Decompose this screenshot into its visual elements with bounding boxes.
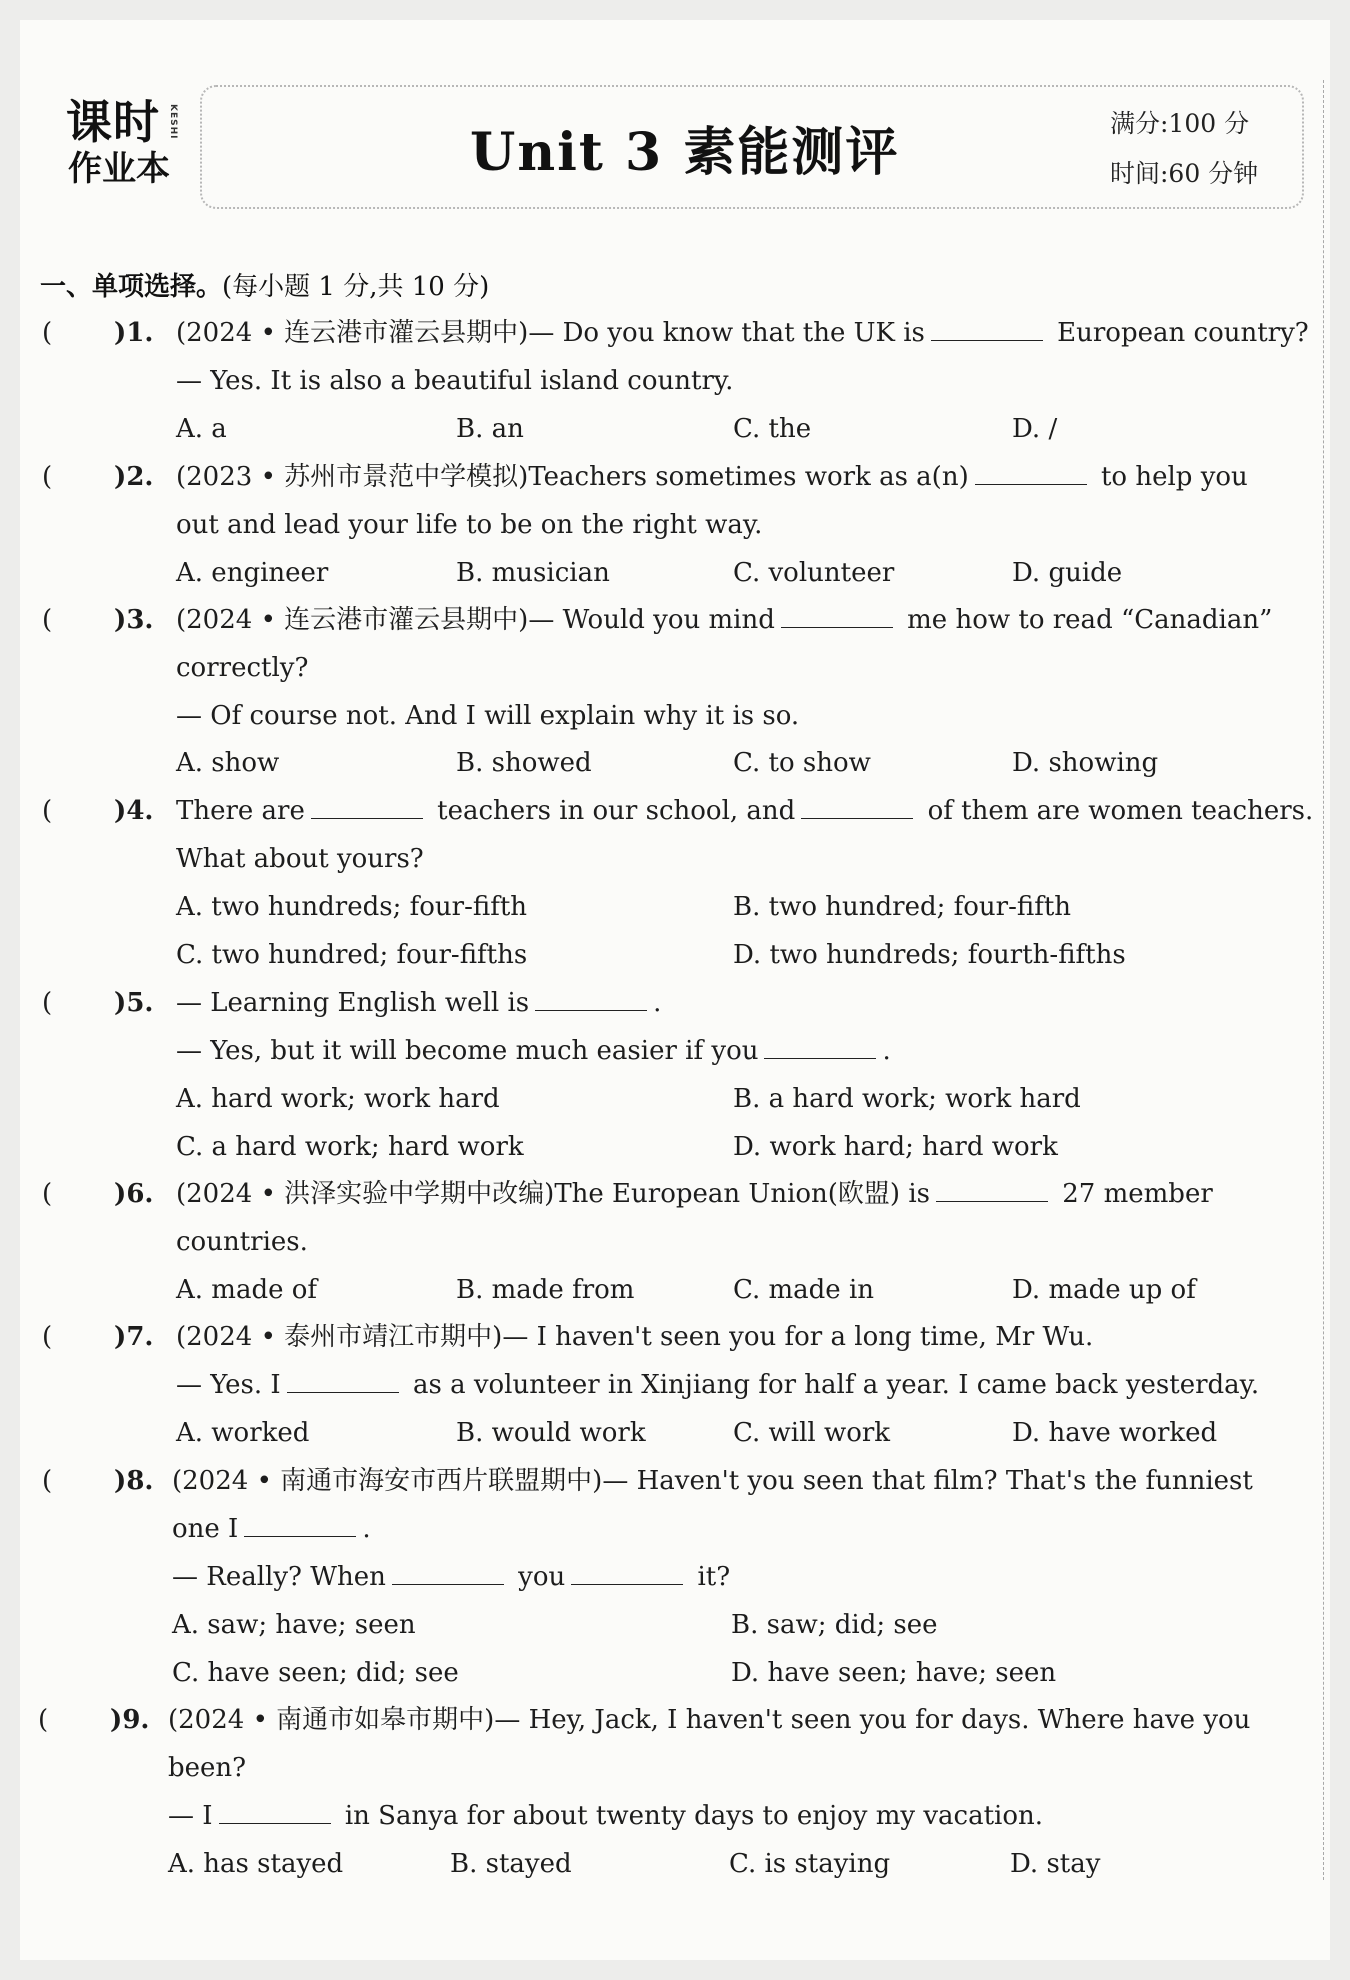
- logo-tiny-text: KESHI: [168, 104, 178, 140]
- question-1-option-b[interactable]: B. an: [456, 414, 524, 444]
- answer-paren-4[interactable]: (: [42, 796, 53, 826]
- section-heading: [40, 266, 489, 303]
- answer-paren-3[interactable]: (: [42, 605, 53, 635]
- question-9-line-1: (2024 • 南通市如皋市期中)— Hey, Jack, I haven't seen you for days. Where have you: [168, 1705, 1251, 1735]
- answer-paren-5[interactable]: (: [42, 988, 53, 1018]
- blank[interactable]: [975, 462, 1087, 485]
- page-title: Unit 3 素能测评: [470, 122, 900, 183]
- question-5-line-1: — Learning English well is .: [176, 988, 662, 1018]
- question-2-line-1: (2023 • 苏州市景范中学模拟)Teachers sometimes work as a(n) to help you: [176, 462, 1248, 492]
- logo-line1: 课时: [66, 95, 160, 149]
- question-8-line-1: (2024 • 南通市海安市西片联盟期中)— Haven't you seen that film? That's the funniest: [172, 1466, 1253, 1496]
- question-8-option-a[interactable]: A. saw; have; seen: [172, 1610, 416, 1640]
- question-number-9: )9.: [110, 1705, 150, 1735]
- question-number-3: )3.: [114, 605, 154, 635]
- time-limit: 时间:60 分钟: [1110, 159, 1259, 188]
- blank[interactable]: [392, 1562, 504, 1585]
- question-number-5: )5.: [114, 988, 154, 1018]
- blank[interactable]: [781, 605, 893, 628]
- question-9-option-d[interactable]: D. stay: [1010, 1849, 1101, 1879]
- question-3-option-c[interactable]: C. to show: [733, 748, 871, 778]
- section-note: (每小题 1 分,共 10 分): [222, 272, 490, 302]
- question-3-option-b[interactable]: B. showed: [456, 748, 592, 778]
- question-number-6: )6.: [114, 1179, 154, 1209]
- question-2-option-b[interactable]: B. musician: [456, 558, 610, 588]
- question-number-7: )7.: [114, 1322, 154, 1352]
- question-5-option-d[interactable]: D. work hard; hard work: [733, 1132, 1058, 1162]
- page-edge-dashed-line: [1323, 80, 1324, 1880]
- question-4-line-2: What about yours?: [176, 844, 424, 874]
- question-4-option-a[interactable]: A. two hundreds; four-fifth: [176, 892, 528, 922]
- question-9-option-b[interactable]: B. stayed: [450, 1849, 572, 1879]
- question-5-line-2: — Yes, but it will become much easier if you .: [176, 1036, 891, 1066]
- question-6-option-a[interactable]: A. made of: [176, 1275, 318, 1305]
- blank[interactable]: [764, 1036, 876, 1059]
- answer-paren-2[interactable]: (: [42, 462, 53, 492]
- question-6-option-d[interactable]: D. made up of: [1012, 1275, 1196, 1305]
- question-4-line-1: There are teachers in our school, and of them are women teachers.: [176, 796, 1314, 826]
- question-1-line-2: — Yes. It is also a beautiful island country.: [176, 366, 734, 396]
- question-7-option-c[interactable]: C. will work: [733, 1418, 891, 1448]
- question-7-option-a[interactable]: A. worked: [176, 1418, 310, 1448]
- blank[interactable]: [311, 796, 423, 819]
- question-2-option-d[interactable]: D. guide: [1012, 558, 1123, 588]
- answer-paren-6[interactable]: (: [42, 1179, 53, 1209]
- question-6-line-1: (2024 • 洪泽实验中学期中改编)The European Union(欧盟) is 27 member: [176, 1179, 1213, 1209]
- question-2-option-c[interactable]: C. volunteer: [733, 558, 895, 588]
- blank[interactable]: [244, 1514, 356, 1537]
- brand-logo: [66, 95, 182, 198]
- question-1-line-1: (2024 • 连云港市灌云县期中)— Do you know that the UK is European country?: [176, 318, 1309, 348]
- logo-line2: 作业本: [68, 149, 170, 189]
- question-8-option-c[interactable]: C. have seen; did; see: [172, 1658, 459, 1688]
- question-3-line-1: (2024 • 连云港市灌云县期中)— Would you mind me how to read “Canadian”: [176, 605, 1273, 635]
- question-number-4: )4.: [114, 796, 154, 826]
- answer-paren-7[interactable]: (: [42, 1322, 53, 1352]
- question-number-1: )1.: [114, 318, 154, 348]
- answer-paren-1[interactable]: (: [42, 318, 53, 348]
- blank[interactable]: [535, 988, 647, 1011]
- blank[interactable]: [801, 796, 913, 819]
- question-6-option-c[interactable]: C. made in: [733, 1275, 875, 1305]
- question-8-option-b[interactable]: B. saw; did; see: [731, 1610, 938, 1640]
- question-9-option-c[interactable]: C. is staying: [729, 1849, 891, 1879]
- question-5-option-b[interactable]: B. a hard work; work hard: [733, 1084, 1081, 1114]
- question-3-option-d[interactable]: D. showing: [1012, 748, 1159, 778]
- question-2-line-2: out and lead your life to be on the right way.: [176, 510, 763, 540]
- question-9-line-2: been?: [168, 1753, 247, 1783]
- question-3-option-a[interactable]: A. show: [176, 748, 280, 778]
- question-5-option-c[interactable]: C. a hard work; hard work: [176, 1132, 524, 1162]
- question-7-line-1: (2024 • 泰州市靖江市期中)— I haven't seen you for a long time, Mr Wu.: [176, 1322, 1094, 1352]
- answer-paren-8[interactable]: (: [42, 1466, 53, 1496]
- blank[interactable]: [936, 1179, 1048, 1202]
- question-5-option-a[interactable]: A. hard work; work hard: [176, 1084, 500, 1114]
- question-2-option-a[interactable]: A. engineer: [176, 558, 329, 588]
- question-9-option-a[interactable]: A. has stayed: [168, 1849, 344, 1879]
- question-9-line-3: — I in Sanya for about twenty days to enjoy my vacation.: [168, 1801, 1044, 1831]
- question-8-line-3: — Really? When you it?: [172, 1562, 731, 1592]
- blank[interactable]: [931, 318, 1043, 341]
- question-1-option-a[interactable]: A. a: [176, 414, 227, 444]
- blank[interactable]: [571, 1562, 683, 1585]
- section-title: 一、单项选择。: [40, 272, 223, 302]
- question-4-option-c[interactable]: C. two hundred; four-fifths: [176, 940, 528, 970]
- question-1-option-c[interactable]: C. the: [733, 414, 812, 444]
- answer-paren-9[interactable]: (: [38, 1705, 49, 1735]
- question-7-option-d[interactable]: D. have worked: [1012, 1418, 1218, 1448]
- question-4-option-d[interactable]: D. two hundreds; fourth-fifths: [733, 940, 1126, 970]
- question-6-option-b[interactable]: B. made from: [456, 1275, 635, 1305]
- question-4-option-b[interactable]: B. two hundred; four-fifth: [733, 892, 1072, 922]
- question-6-line-2: countries.: [176, 1227, 308, 1257]
- question-number-8: )8.: [114, 1466, 154, 1496]
- blank[interactable]: [287, 1370, 399, 1393]
- full-score: 满分:100 分: [1110, 109, 1250, 138]
- question-1-option-d[interactable]: D. /: [1012, 414, 1058, 444]
- question-3-line-2: correctly?: [176, 653, 309, 683]
- question-7-line-2: — Yes. I as a volunteer in Xinjiang for half a year. I came back yesterday.: [176, 1370, 1260, 1400]
- question-8-line-2: one I .: [172, 1514, 371, 1544]
- question-8-option-d[interactable]: D. have seen; have; seen: [731, 1658, 1057, 1688]
- question-7-option-b[interactable]: B. would work: [456, 1418, 646, 1448]
- question-number-2: )2.: [114, 462, 154, 492]
- question-3-line-3: — Of course not. And I will explain why it is so.: [176, 701, 800, 731]
- blank[interactable]: [219, 1801, 331, 1824]
